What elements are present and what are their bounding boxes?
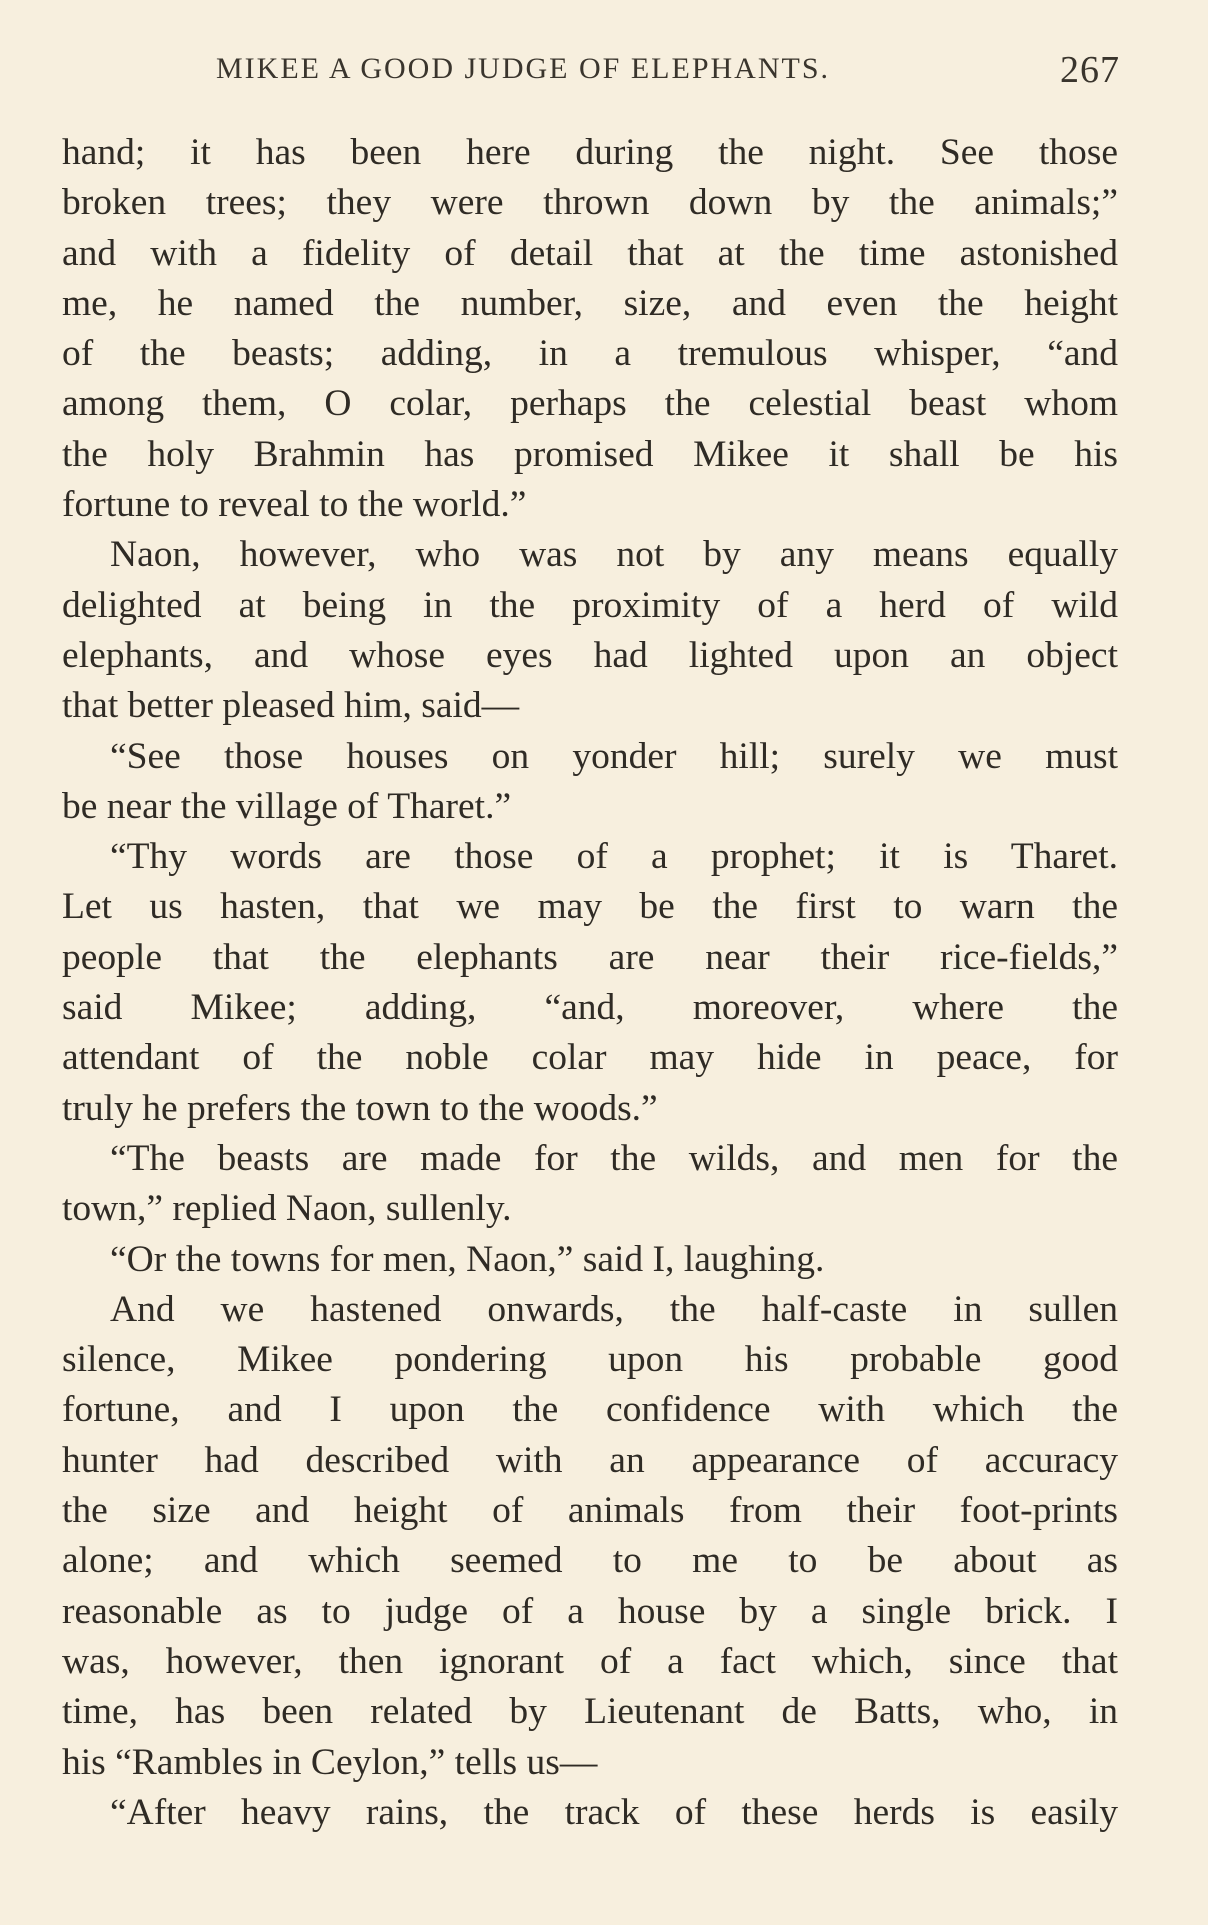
text-line: was, however, then ignorant of a fact which, since that [62, 1640, 1118, 1682]
text-line: the size and height of animals from their foot-prints [62, 1490, 1118, 1532]
text-line: people that the elephants are near their rice-fields,” [62, 936, 1118, 978]
running-head [60, 48, 1120, 94]
text-line: fortune to reveal to the world.” [62, 484, 527, 526]
page-number: 267 [1060, 49, 1120, 91]
text-line: and with a fidelity of detail that at the time astonished [62, 232, 1118, 274]
text-line: hunter had described with an appearance of accuracy [62, 1439, 1118, 1481]
text-line: Let us hasten, that we may be the first to warn the [62, 886, 1118, 928]
text-line: attendant of the noble colar may hide in peace, for [62, 1037, 1118, 1079]
text-line: said Mikee; adding, “and, moreover, where the [62, 987, 1118, 1029]
text-line: “Or the towns for men, Naon,” said I, laughing. [110, 1238, 825, 1280]
text-line: “After heavy rains, the track of these herds is easily [110, 1791, 1118, 1833]
text-line: town,” replied Naon, sullenly. [62, 1188, 512, 1230]
text-line: of the beasts; adding, in a tremulous whisper, “and [62, 333, 1118, 375]
text-line: Naon, however, who was not by any means equally [110, 534, 1118, 576]
running-title: MIKEE A GOOD JUDGE OF ELEPHANTS. [216, 52, 831, 85]
text-line: broken trees; they were thrown down by the animals;” [62, 182, 1118, 224]
text-line: hand; it has been here during the night. See those [62, 132, 1118, 173]
text-line: be near the village of Tharet.” [62, 785, 512, 827]
text-line: the holy Brahmin has promised Mikee it shall be his [62, 433, 1118, 475]
text-line: among them, O colar, perhaps the celestial beast whom [62, 383, 1118, 425]
text-line: me, he named the number, size, and even the height [62, 282, 1118, 324]
text-line: time, has been related by Lieutenant de Batts, who, in [62, 1691, 1118, 1733]
text-line: that better pleased him, said— [62, 685, 520, 727]
text-line: And we hastened onwards, the half-caste in sullen [110, 1288, 1118, 1330]
text-line: his “Rambles in Ceylon,” tells us— [62, 1741, 598, 1783]
text-line: reasonable as to judge of a house by a single brick. I [62, 1590, 1118, 1632]
text-line: delighted at being in the proximity of a herd of wild [62, 584, 1118, 626]
text-line: elephants, and whose eyes had lighted upon an object [62, 634, 1118, 676]
text-line: fortune, and I upon the confidence with which the [62, 1389, 1118, 1431]
text-line: truly he prefers the town to the woods.” [62, 1087, 658, 1129]
text-line: alone; and which seemed to me to be about as [62, 1540, 1118, 1582]
text-line: silence, Mikee pondering upon his probable good [62, 1339, 1118, 1381]
text-line: “The beasts are made for the wilds, and men for the [110, 1137, 1118, 1179]
text-line: “Thy words are those of a prophet; it is Tharet. [110, 836, 1118, 878]
text-line: “See those houses on yonder hill; surely we must [110, 735, 1118, 777]
body-text [62, 128, 1118, 1838]
